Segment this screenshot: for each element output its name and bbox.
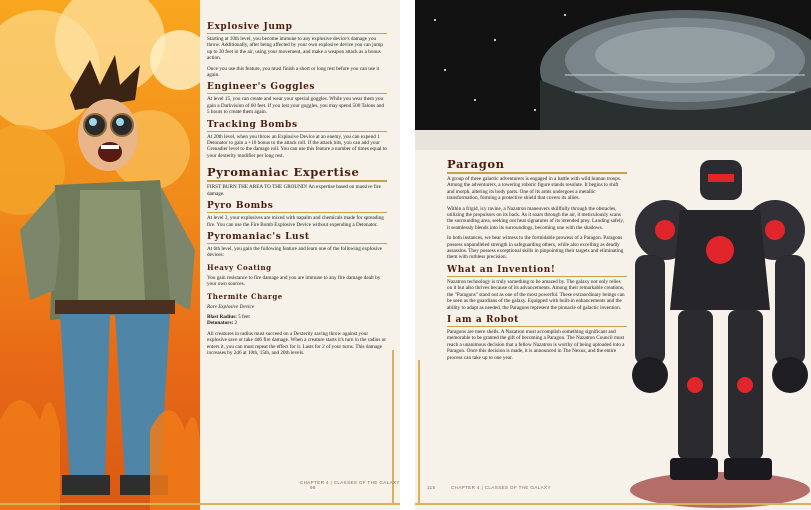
detonators-stat bbox=[207, 320, 387, 326]
engineers-goggles-text: At level 15, you can create and wear your special goggles. While you wear them you gain a Darkvision of 60 feet. If you lost your goggles, you may spend 500 Talons and 5 hours to create them again. bbox=[207, 96, 385, 116]
left-footer-chapter: CHAPTER 4 | CLASSES OF THE GALAXY bbox=[300, 480, 400, 485]
tracking-bombs-heading: Tracking Bombs bbox=[207, 120, 387, 132]
paragon-text-1: A group of three galactic adventurers is engaged in a battle with wild human troops. Among the adventurers, a towering robotic figure stands resolute. It begins to shift and morph, altering its body parts. One of its arms undergoes a metallic transformation, forming a protective shield that covers its allies. bbox=[447, 176, 622, 202]
right-page-number: 115 bbox=[427, 485, 436, 490]
space-station-illustration bbox=[415, 0, 811, 150]
pyro-bombs-text: At level 3, your explosives are mixed with napalm and chemicals made for spreading fire. You can use the Fire Bomb Explosive Device without expending a Detonator. bbox=[207, 215, 384, 228]
grenadier-illustration bbox=[0, 0, 200, 510]
engineers-goggles-heading: Engineer's Goggles bbox=[207, 82, 387, 94]
page-gutter bbox=[400, 0, 415, 510]
left-page bbox=[0, 0, 400, 510]
left-text-column bbox=[207, 22, 387, 360]
detonators-value: 2 bbox=[234, 320, 238, 327]
right-footer bbox=[427, 485, 551, 490]
paragon-robot-illustration bbox=[610, 140, 811, 510]
explosive-jump-text-2: Once you use this feature, you must finish a short or long rest before you can use it again. bbox=[207, 65, 380, 79]
tracking-bombs-text: At 20th level, when you throw an Explosive Device at an enemy, you can expend 1 Detonator to gain a +10 bonus to the attack roll. If the attack hits, you can add your Grenadier level to the damage roll. You can use this feature a number of times equal to your dexterity modifier per long rest. bbox=[207, 133, 387, 159]
paragon-heading: Paragon bbox=[447, 157, 627, 174]
explosive-jump-text: Starting at 10th level, you become immune to any explosive device's damage you throw. Additionally, after being affected by your own explosive device you can jump up to 30 feet in the air, using your movement, and make a weapon attack as a bonus action. bbox=[207, 36, 383, 62]
left-footer bbox=[300, 480, 400, 490]
right-footer-chapter: CHAPTER 4 | CLASSES OF THE GALAXY bbox=[451, 485, 551, 490]
pyromaniacs-lust-text: At 6th level, you gain the following feature and learn one of the following explosive devices: bbox=[207, 245, 383, 259]
blast-radius-value: 5 feet bbox=[238, 313, 250, 320]
explosive-jump-heading: Explosive Jump bbox=[207, 22, 387, 34]
pyromaniacs-lust-heading: Pyromaniac's Lust bbox=[207, 232, 387, 244]
paragon-text-3: In both instances, we bear witness to the formidable prowess of a Paragon. Paragons possess unparalleled strength in safeguarding others, while also excelling as deadly assassins. They possess exceptional skills in pinpointing their targets and eliminating them with ruthless precision. bbox=[447, 235, 624, 261]
right-text-column bbox=[447, 157, 627, 365]
thermite-charge-subtitle: Rare Explosive Device bbox=[207, 303, 255, 310]
blast-radius-label: Blast Radius: bbox=[207, 313, 237, 320]
gold-trim bbox=[418, 360, 420, 505]
left-page-number: 98 bbox=[310, 485, 316, 490]
thermite-charge-text: All creatures in radius must succeed on a Dexterity saving throw against your explosive save or take 4d6 fire damage. When a creature starts it's turn in the radius or enters it, you can must repeat the effect for it. Lasts for 2 of your turns. This damage increases by 2d6 at 10th, 15th, and 20th levels. bbox=[207, 330, 387, 356]
detonators-label: Detonators: bbox=[207, 320, 234, 327]
heavy-coating-text: You gain resistance to fire damage and you are immune to any fire damage dealt by your own sources. bbox=[207, 274, 381, 288]
i-am-a-robot-text: Paragons are mere shells. A Nazatron must accomplish something significant and memorable to be granted the gift of becoming a Paragon. The Nazatron Council must reach a unanimous decision that a fellow Nazatron is worthy of being uploaded into a Paragon. Once this decision is made, it is announced in The Nexus, and the entire process can take up to one year. bbox=[447, 328, 625, 361]
heavy-coating-heading: Heavy Coating bbox=[207, 262, 272, 272]
gold-trim-bottom bbox=[415, 503, 811, 505]
i-am-a-robot-heading: I am a Robot bbox=[447, 315, 627, 327]
pyromaniac-expertise-text: FIRST BURN THE AREA TO THE GROUND! An expertise based on massive fire damage. bbox=[207, 184, 381, 197]
gold-trim-bottom bbox=[0, 503, 400, 505]
what-an-invention-text: Nazatron technology is truly something to be amazed by. The galaxy not only relies on it but also thrives because of its advancements. Among their remarkable creations, the "Paragons" stand out as one of the most powerful. These extraordinary beings can be seen as the guardians of the galaxy. Equipped with built-in enhancements and the ability to adapt as needed, the Paragons represent the pinnacle of galactic invention. bbox=[447, 278, 625, 311]
thermite-charge-heading: Thermite Charge bbox=[207, 291, 283, 301]
paragon-text-2: Within a frigid, icy ravine, a Nazatron maneuvers skillfully through the obstacles, utilizing the propulsors on its back. As it soars through the air, it meticulously scans the surrounding area, seeking out heat signatures of its intended prey. Landing safely, it seamlessly blends into its surroundings, becoming one with the shadows. bbox=[447, 205, 624, 231]
pyromaniac-expertise-heading: Pyromaniac Expertise bbox=[207, 165, 387, 182]
right-page bbox=[415, 0, 811, 510]
pyro-bombs-heading: Pyro Bombs bbox=[207, 201, 387, 213]
what-an-invention-heading: What an Invention! bbox=[447, 265, 627, 277]
